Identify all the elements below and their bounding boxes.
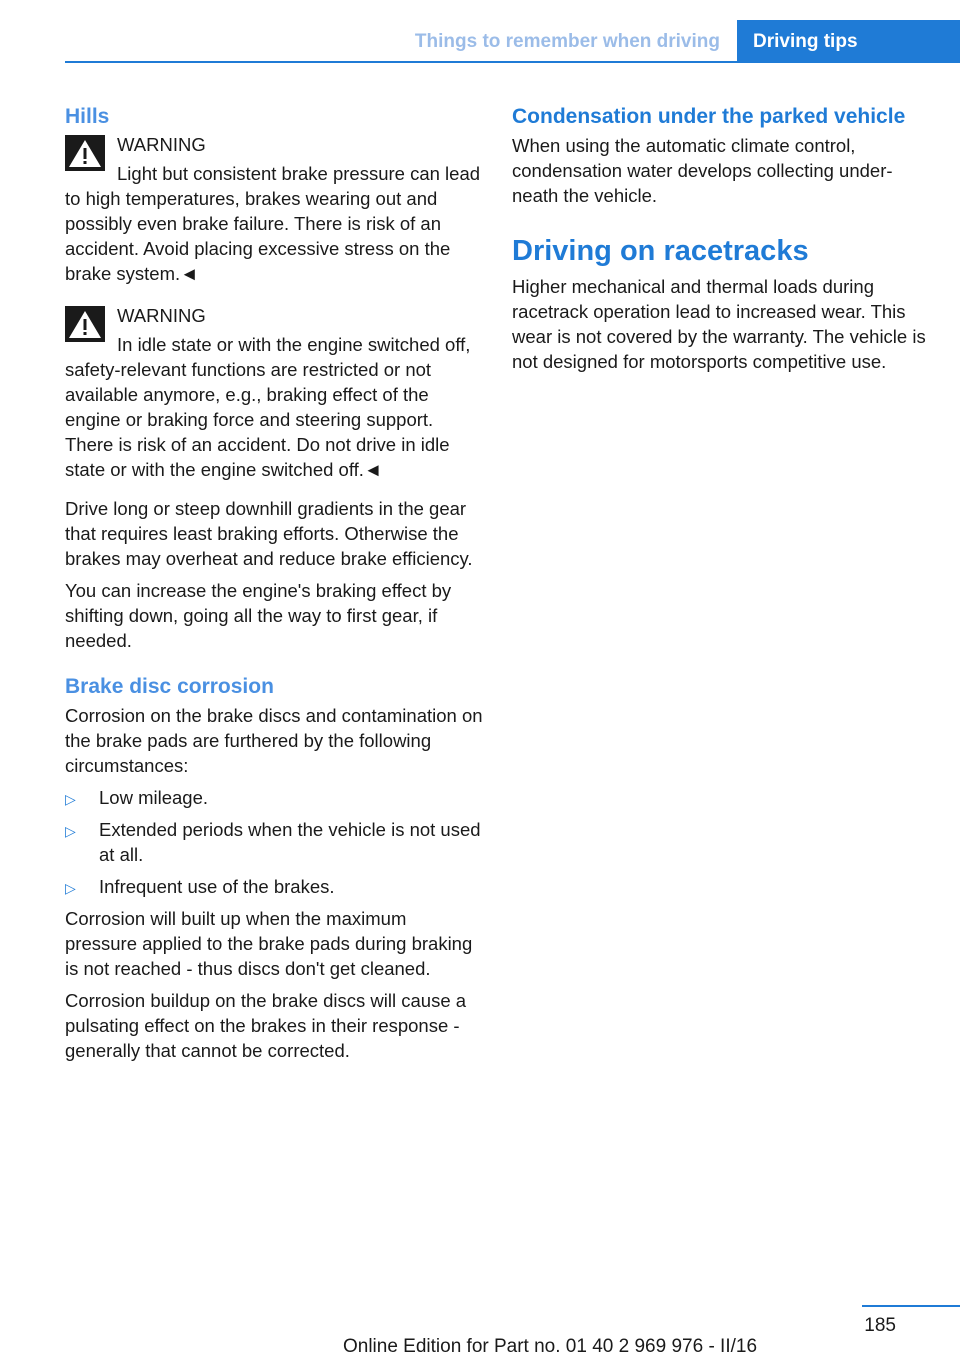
list-item-text: Low mileage.	[99, 787, 209, 808]
header-chapter-tab: Driving tips	[737, 20, 960, 63]
paragraph: Corrosion on the brake discs and contamination on the brake pads are furthered by the following circumstances:	[65, 705, 483, 776]
warning-block-2	[65, 300, 483, 482]
list-item-text: Infrequent use of the brakes.	[99, 876, 335, 897]
page-number-rule	[862, 1305, 960, 1307]
paragraph: Drive long or steep downhill gradients in the gear that requires least braking efforts. Otherwise the brakes may overheat and reduce brake efficiency.	[65, 498, 473, 569]
list-item	[65, 785, 483, 810]
paragraph: Corrosion buildup on the brake discs will cause a pulsating effect on the brakes in their response - generally that cannot be corrected.	[65, 990, 467, 1061]
warning-block-1	[65, 129, 483, 286]
warning-label: WARNING	[117, 305, 206, 326]
condensation-heading: Condensation under the parked vehicle	[512, 105, 906, 128]
warning-text: Light but consistent brake pressure can lead to high temperatures, brakes wearing out and possibly even brake failure. There is risk of an accident. Avoid placing excessive stress on the brake system.◄	[65, 163, 481, 284]
racetracks-heading: Driving on racetracks	[512, 235, 809, 267]
footer-edition-text: Online Edition for Part no. 01 40 2 969 976 - II/16	[342, 1336, 758, 1357]
triangle-bullet-icon: ▷	[65, 791, 76, 807]
right-column	[512, 104, 930, 381]
paragraph: Corrosion will built up when the maximum pressure applied to the brake pads during braking is not reached - thus discs don't get cleaned.	[65, 908, 473, 979]
paragraph: You can increase the engine's braking effect by shifting down, going all the way to first gear, if needed.	[65, 580, 452, 651]
warning-triangle-icon	[65, 135, 105, 171]
warning-label: WARNING	[117, 134, 206, 155]
triangle-bullet-icon: ▷	[65, 880, 76, 896]
header-section-title: Things to remember when driving	[414, 31, 720, 52]
left-column	[65, 104, 483, 1070]
paragraph: Higher mechanical and thermal loads during racetrack operation lead to increased wear. This wear is not covered by the warranty. The vehicle is not designed for motorsports competitive use.	[512, 276, 926, 372]
warning-text: In idle state or with the engine switched off, safety-relevant functions are restricted or not available anymore, e.g., braking effect of the engine or braking force and steering support. There is risk of an accident. Do not drive in idle state or with the engine switched off.◄	[65, 334, 471, 480]
corrosion-heading: Brake disc corrosion	[65, 675, 274, 698]
list-item	[65, 817, 483, 867]
paragraph: When using the automatic climate control, condensation water develops collecting underneath the vehicle.	[512, 135, 893, 206]
hills-heading: Hills	[65, 105, 110, 128]
footer-edition	[0, 1336, 960, 1358]
triangle-bullet-icon: ▷	[65, 823, 76, 839]
list-item	[65, 874, 483, 899]
header-rule	[65, 61, 960, 63]
list-item-text: Extended periods when the vehicle is not used at all.	[99, 819, 481, 865]
bullet-list	[65, 785, 483, 899]
page-number: 185	[864, 1315, 896, 1336]
warning-triangle-icon	[65, 306, 105, 342]
